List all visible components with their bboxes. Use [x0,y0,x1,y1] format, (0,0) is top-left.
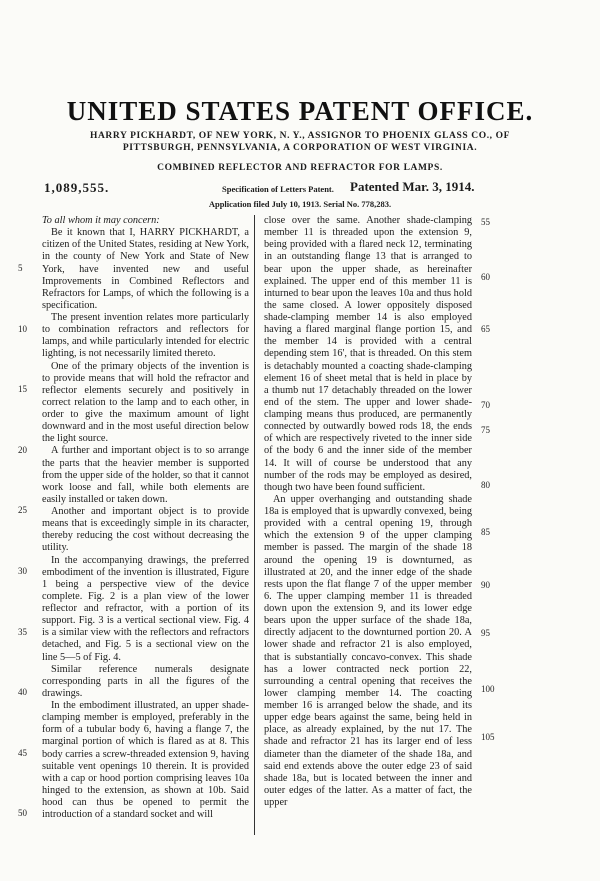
paragraph: In the accompanying drawings, the preferred embodiment of the invention is illustrated, Figure 1 being a perspective view of the device complete. Fig. 2 is a plan view of the lower reflector and refractor, with a portion of its support. Fig. 3 is a vertical sectional view. Fig. 4 is a similar view with the reflectors and refractors detached, and Fig. 5 is a sectional view on the line 5—5 of Fig. 4. [42,554,249,663]
paragraph: In the embodiment illustrated, an upper shade-clamping member is employed, preferably in the form of a tubular body 6, having a flange 7, the marginal portion of which is flared as at 8. This body carries a screw-threaded extension 9, having suitable vent openings 10 therein. It is provided with a cap or hood portion comprising leaves 10a hinged to the extension, as shown at 10b. Said hood can thus be opened to permit the introduction of a standard socket and will [42,700,249,821]
line-number: 80 [481,480,490,490]
paragraph: The present invention relates more particularly to combination refractors and reflectors for lamps, and while particularly intended for electric lighting, is not necessarily limited thereto. [42,312,249,360]
paragraph: Similar reference numerals designate corresponding parts in all the figures of the drawings. [42,663,249,699]
paragraph: Another and important object is to provide means that is exceedingly simple in its character, thereby reducing the cost without decreasing the utility. [42,506,249,554]
right-column [264,215,472,809]
line-number: 45 [18,748,27,758]
line-number: 5 [18,263,23,273]
paragraph: One of the primary objects of the invention is to provide means that will hold the refractor and reflector elements securely and positively in correct relation to the lamp and to each other, in order to give the maximum amount of light downward and in the most useful direction below the light source. [42,360,249,445]
line-number: 85 [481,527,490,537]
salutation: To all whom it may concern: [42,215,160,226]
line-number: 105 [481,732,495,742]
inventor-line-2: PITTSBURGH, PENNSYLVANIA, A CORPORATION OF WEST VIRGINIA. [122,143,478,153]
line-number: 40 [18,687,27,697]
application-filed: Application filed July 10, 1913. Serial No. 778,283. [208,199,392,209]
line-number: 50 [18,808,27,818]
paragraph: Be it known that I, HARRY PICKHARDT, a citizen of the United States, residing at New York, in the county of New York and State of New York, have invented new and useful Improvements in Combined Reflectors and Refractors for Lamps, of which the following is a specification. [42,227,249,311]
line-number: 35 [18,627,27,637]
invention-title: COMBINED REFLECTOR AND REFRACTOR FOR LAMPS. [157,163,443,173]
patent-number: 1,089,555. [44,180,110,195]
line-number: 10 [18,324,27,334]
left-column [42,215,249,821]
inventor-line-1: HARRY PICKHARDT, OF NEW YORK, N. Y., ASSIGNOR TO PHOENIX GLASS CO., OF [89,131,511,141]
line-number: 30 [18,566,27,576]
paragraph: close over the same. Another shade-clamping member 11 is threaded upon the extension 9, being provided with a flared neck 12, terminating in an outstanding flange 13 that is arranged to bear upon the upper shade, as hereinafter explained. The upper end of this member 11 is inturned to bear upon the leaves 10a and thus hold the same closed. A lower oppositely disposed shade-clamping member 14 is also employed having a flared marginal flange portion 15, and the member 14 is provided with a central depending stem 16', that is threaded. On this stem is detachably mounted a coacting shade-clamping element 16 of sheet metal that is held in place by a thumb nut 17 detachably threaded on the lower end of the stem. The upper and lower shade-clamping means thus produced, are permanently connected by outwardly bowed rods 18, the ends of which are respectively riveted to the inner side of the body 6 and the inner side of the member 14. It will of course be understood that any number of the rods may be employed as desired, though two have been found sufficient. [264,215,472,493]
column-divider [254,215,255,835]
specification-label: Specification of Letters Patent. [222,184,334,194]
line-number: 55 [481,217,490,227]
line-number: 20 [18,445,27,455]
office-title: UNITED STATES PATENT OFFICE. [66,96,534,126]
line-number: 95 [481,628,490,638]
inventor-byline [20,130,580,154]
paragraph: A further and important object is to so arrange the parts that the heavier member is supported from the upper side of the holder, so that it cannot work loose and fall, while both elements are easily installed or taken down. [42,445,249,505]
line-number: 90 [481,580,490,590]
line-number: 60 [481,272,490,282]
line-number: 15 [18,384,27,394]
line-number: 75 [481,425,490,435]
paragraph: An upper overhanging and outstanding shade 18a is employed that is upwardly convexed, being provided with a central opening 19, through which the extension 9 of the upper clamping member is passed. The margin of the shade 18 around the opening 19 is downturned, as illustrated at 20, and the inner edge of the shade rests upon the flat flange 7 of the upper member 6. The upper clamping member 11 is threaded down upon the extension 9, and its lower edge bears upon the upper surface of the shade 18a, directly adjacent to the downturned portion 20. A lower shade and refractor 21 is also employed, that is substantially concavo-convex. This shade has a lower contracted neck portion 22, surrounding a central opening that receives the lower clamping member 14. The coacting member 16 is arranged below the shade, and its upper edge bears against the same, being held in place, as already explained, by the nut 17. The shade and refractor 21 has its larger end of less diameter than the diameter of the shade 18a, and said end extends above the outer edge 23 of said shade 18a, but is located between the inner and outer edges of the latter. As a matter of fact, the upper [264,493,472,808]
patented-date: Patented Mar. 3, 1914. [350,179,475,194]
line-number: 70 [481,400,490,410]
line-number: 65 [481,324,490,334]
line-number: 100 [481,684,495,694]
line-number: 25 [18,505,27,515]
